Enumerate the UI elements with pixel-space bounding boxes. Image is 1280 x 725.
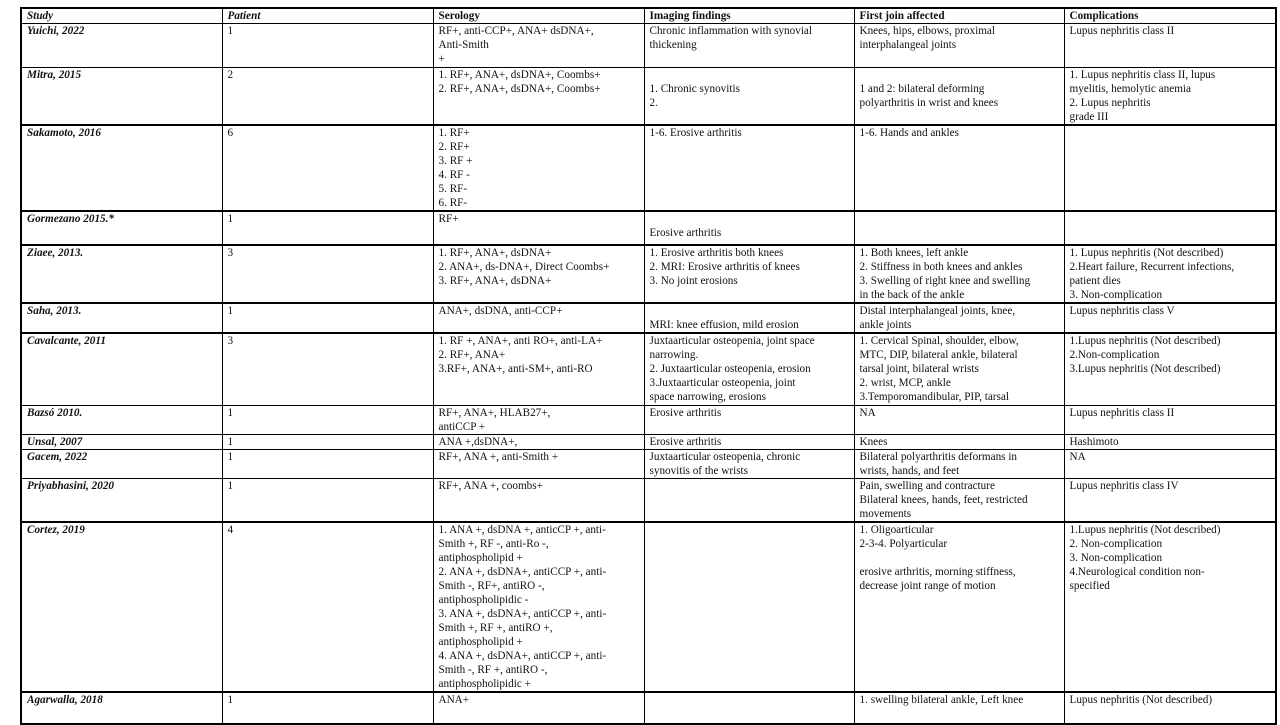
serology-cell: RF+, anti-CCP+, ANA+ dsDNA+, Anti-Smith + [433,24,644,68]
complications-cell: Lupus nephritis class IV [1064,478,1276,522]
study-cell: Cavalcante, 2011 [21,333,222,405]
imaging-cell: Juxtaarticular osteopenia, chronic synovitis of the wrists [644,449,854,478]
first-joint-cell: Distal interphalangeal joints, knee, ankle joints [854,303,1064,333]
patient-cell: 1 [222,405,433,434]
patient-cell: 3 [222,333,433,405]
serology-cell: RF+, ANA +, anti-Smith + [433,449,644,478]
serology-cell: 1. RF +, ANA+, anti RO+, anti-LA+ 2. RF+, ANA+ 3.RF+, ANA+, anti-SM+, anti-RO [433,333,644,405]
complications-cell: 1.Lupus nephritis (Not described) 2.Non-complication 3.Lupus nephritis (Not described) [1064,333,1276,405]
table-row [21,303,1276,333]
study-cell: Mitra, 2015 [21,68,222,126]
first-joint-cell: 1. swelling bilateral ankle, Left knee [854,692,1064,724]
first-joint-cell: Knees [854,434,1064,449]
first-joint-cell: NA [854,405,1064,434]
complications-cell: Lupus nephritis class II [1064,405,1276,434]
complications-cell: Lupus nephritis class II [1064,24,1276,68]
patient-cell: 1 [222,449,433,478]
serology-cell: RF+ [433,211,644,245]
serology-cell: 1. RF+ 2. RF+ 3. RF + 4. RF - 5. RF- 6. RF- [433,125,644,211]
first-joint-cell: 1. Cervical Spinal, shoulder, elbow, MTC, DIP, bilateral ankle, bilateral tarsal joint, bilateral wrists 2. wrist, MCP, ankle 3.Temporomandibular, PIP, tarsal [854,333,1064,405]
first-joint-cell: Knees, hips, elbows, proximal interphalangeal joints [854,24,1064,68]
study-cell: Saha, 2013. [21,303,222,333]
table-row [21,692,1276,724]
study-cell: Cortez, 2019 [21,522,222,692]
imaging-cell: Chronic inflammation with synovial thickening [644,24,854,68]
header-imaging: Imaging findings [644,8,854,24]
table-row [21,68,1276,126]
patient-cell: 1 [222,211,433,245]
imaging-cell: Erosive arthritis [644,405,854,434]
imaging-cell: Erosive arthritis [644,434,854,449]
first-joint-cell: 1 and 2: bilateral deforming polyarthritis in wrist and knees [854,68,1064,126]
table-row [21,211,1276,245]
patient-cell: 1 [222,303,433,333]
table-row [21,405,1276,434]
study-cell: Gacem, 2022 [21,449,222,478]
imaging-cell: 1-6. Erosive arthritis [644,125,854,211]
first-joint-cell: 1. Oligoarticular 2-3-4. Polyarticular erosive arthritis, morning stiffness, decrease joint range of motion [854,522,1064,692]
table-row [21,245,1276,303]
study-cell: Gormezano 2015.* [21,211,222,245]
first-joint-cell [854,211,1064,245]
study-cell: Sakamoto, 2016 [21,125,222,211]
complications-cell: 1. Lupus nephritis (Not described) 2.Heart failure, Recurrent infections, patient dies 3. Non-complication [1064,245,1276,303]
complications-cell: NA [1064,449,1276,478]
imaging-cell: Erosive arthritis [644,211,854,245]
studies-table [20,7,1277,725]
first-joint-cell: Bilateral polyarthritis deformans in wrists, hands, and feet [854,449,1064,478]
imaging-cell [644,522,854,692]
header-complications: Complications [1064,8,1276,24]
complications-cell: 1.Lupus nephritis (Not described) 2. Non-complication 3. Non-complication 4.Neurological condition non- specified [1064,522,1276,692]
complications-cell [1064,125,1276,211]
serology-cell: 1. RF+, ANA+, dsDNA+ 2. ANA+, ds-DNA+, Direct Coombs+ 3. RF+, ANA+, dsDNA+ [433,245,644,303]
complications-cell: 1. Lupus nephritis class II, lupus myelitis, hemolytic anemia 2. Lupus nephritis grade III [1064,68,1276,126]
header-row [21,8,1276,24]
table-row [21,333,1276,405]
complications-cell [1064,211,1276,245]
study-cell: Agarwalla, 2018 [21,692,222,724]
patient-cell: 3 [222,245,433,303]
header-patient: Patient [222,8,433,24]
first-joint-cell: Pain, swelling and contracture Bilateral knees, hands, feet, restricted movements [854,478,1064,522]
study-cell: Yuichi, 2022 [21,24,222,68]
table-row [21,522,1276,692]
serology-cell: ANA +,dsDNA+, [433,434,644,449]
serology-cell: RF+, ANA+, HLAB27+, antiCCP + [433,405,644,434]
header-first-joint: First join affected [854,8,1064,24]
table-row [21,434,1276,449]
study-cell: Priyabhasini, 2020 [21,478,222,522]
table-row [21,449,1276,478]
patient-cell: 1 [222,24,433,68]
first-joint-cell: 1-6. Hands and ankles [854,125,1064,211]
study-cell: Ziaee, 2013. [21,245,222,303]
header-serology: Serology [433,8,644,24]
imaging-cell: MRI: knee effusion, mild erosion [644,303,854,333]
imaging-cell: Juxtaarticular osteopenia, joint space narrowing. 2. Juxtaarticular osteopenia, erosion 3.Juxtaarticular osteopenia, joint space narrowing, erosions [644,333,854,405]
complications-cell: Hashimoto [1064,434,1276,449]
serology-cell: ANA+, dsDNA, anti-CCP+ [433,303,644,333]
serology-cell: ANA+ [433,692,644,724]
study-cell: Bazsó 2010. [21,405,222,434]
imaging-cell: 1. Chronic synovitis 2. [644,68,854,126]
imaging-cell [644,478,854,522]
patient-cell: 1 [222,478,433,522]
patient-cell: 1 [222,434,433,449]
patient-cell: 6 [222,125,433,211]
table-row [21,478,1276,522]
study-cell: Unsal, 2007 [21,434,222,449]
complications-cell: Lupus nephritis class V [1064,303,1276,333]
header-study: Study [21,8,222,24]
table-body [21,24,1276,724]
patient-cell: 1 [222,692,433,724]
serology-cell: 1. RF+, ANA+, dsDNA+, Coombs+ 2. RF+, ANA+, dsDNA+, Coombs+ [433,68,644,126]
complications-cell: Lupus nephritis (Not described) [1064,692,1276,724]
serology-cell: 1. ANA +, dsDNA +, anticCP +, anti- Smith +, RF -, anti-Ro -, antiphospholipid + 2. ANA +, dsDNA+, antiCCP +, anti- Smith -, RF+, antiRO -, antiphospholipidic - 3. ANA +, dsDNA+, antiCCP +, anti- Smith +, RF +, antiRO +, antiphospholipid + 4. ANA +, dsDNA+, antiCCP +, anti- Smith -, RF +, antiRO -, antiphospholipidic + [433,522,644,692]
first-joint-cell: 1. Both knees, left ankle 2. Stiffness in both knees and ankles 3. Swelling of right knee and swelling in the back of the ankle [854,245,1064,303]
imaging-cell: 1. Erosive arthritis both knees 2. MRI: Erosive arthritis of knees 3. No joint erosions [644,245,854,303]
table-row [21,24,1276,68]
patient-cell: 2 [222,68,433,126]
table-row [21,125,1276,211]
serology-cell: RF+, ANA +, coombs+ [433,478,644,522]
imaging-cell [644,692,854,724]
patient-cell: 4 [222,522,433,692]
